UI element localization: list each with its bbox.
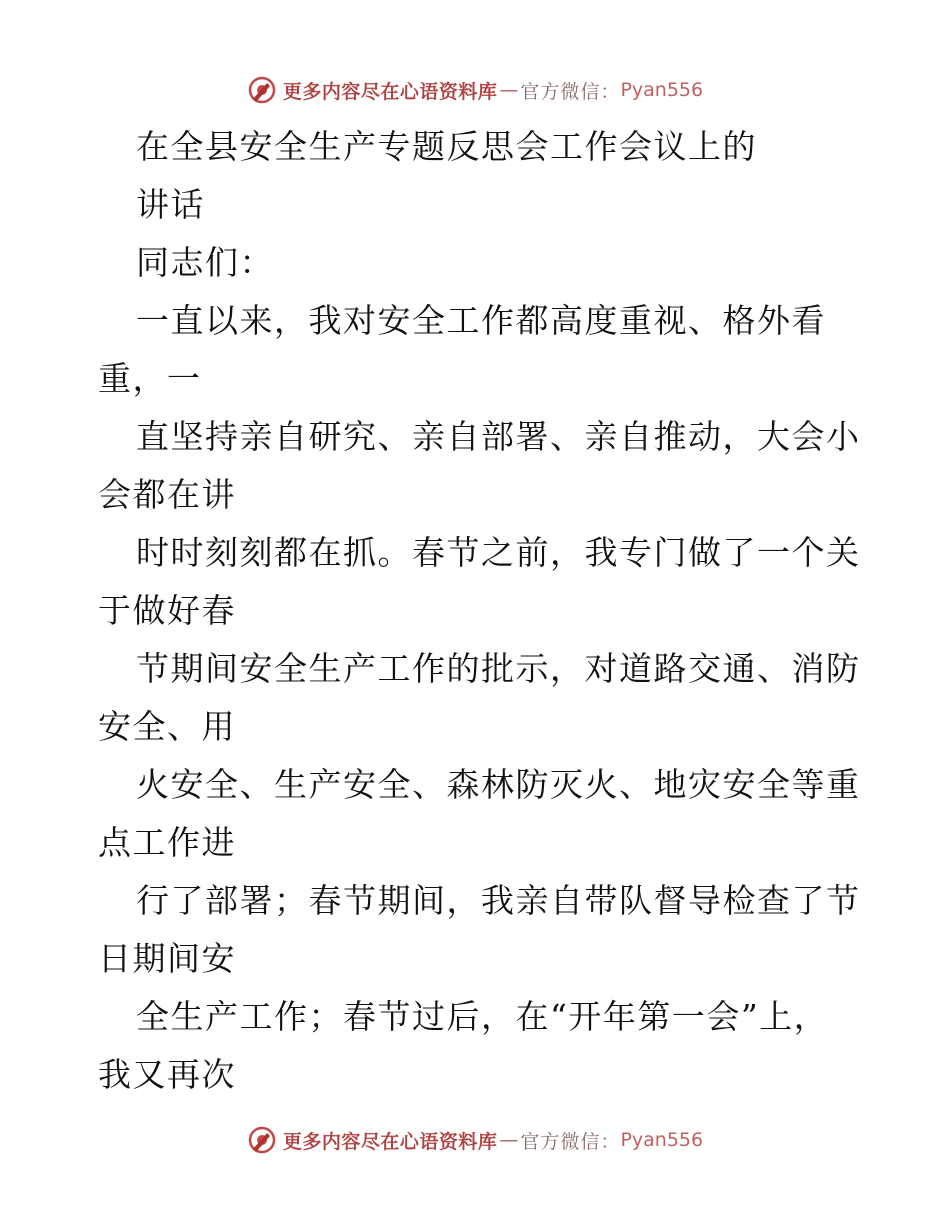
- text-line: 于做好春: [98, 591, 236, 630]
- text-line: 一直以来，我对安全工作都高度重视、格外看: [136, 301, 826, 340]
- promo-text: 更多内容尽在心语资料库: [282, 80, 498, 103]
- text-line: 节期间安全生产工作的批示，对道路交通、消防: [136, 649, 861, 688]
- separator-dash: —: [499, 79, 519, 101]
- text-line: 会都在讲: [98, 475, 236, 514]
- salutation: 同志们：: [136, 243, 274, 282]
- text-line: 日期间安: [98, 939, 236, 978]
- title-line-1: 在全县安全生产专题反思会工作会议上的: [136, 127, 757, 166]
- pen-logo-icon: [247, 75, 277, 105]
- wechat-label: 官方微信：: [520, 80, 621, 103]
- header-banner: [0, 70, 950, 110]
- pen-logo-icon: [247, 1125, 277, 1155]
- footer-banner: [0, 1120, 950, 1160]
- text-line: 安全、用: [98, 707, 236, 746]
- text-line: 全生产工作；春节过后，在“开年第一会”上，: [136, 997, 829, 1036]
- title-line-2: 讲话: [136, 185, 205, 224]
- text-line: 直坚持亲自研究、亲自部署、亲自推动，大会小: [136, 417, 861, 456]
- text-line: 重，一: [98, 359, 202, 398]
- text-line: 时时刻刻都在抓。春节之前，我专门做了一个关: [136, 533, 861, 572]
- text-line: 火安全、生产安全、森林防灭火、地灾安全等重: [136, 765, 861, 804]
- text-line: 行了部署；春节期间，我亲自带队督导检查了节: [136, 881, 861, 920]
- wechat-id: Pyan556: [620, 79, 704, 101]
- text-line: 点工作进: [98, 823, 236, 862]
- text-line: 我又再次: [98, 1055, 236, 1094]
- wechat-id: Pyan556: [620, 1129, 704, 1151]
- wechat-label: 官方微信：: [520, 1130, 621, 1153]
- promo-text: 更多内容尽在心语资料库: [282, 1130, 498, 1153]
- document-body: [98, 118, 861, 1104]
- separator-dash: —: [499, 1129, 519, 1151]
